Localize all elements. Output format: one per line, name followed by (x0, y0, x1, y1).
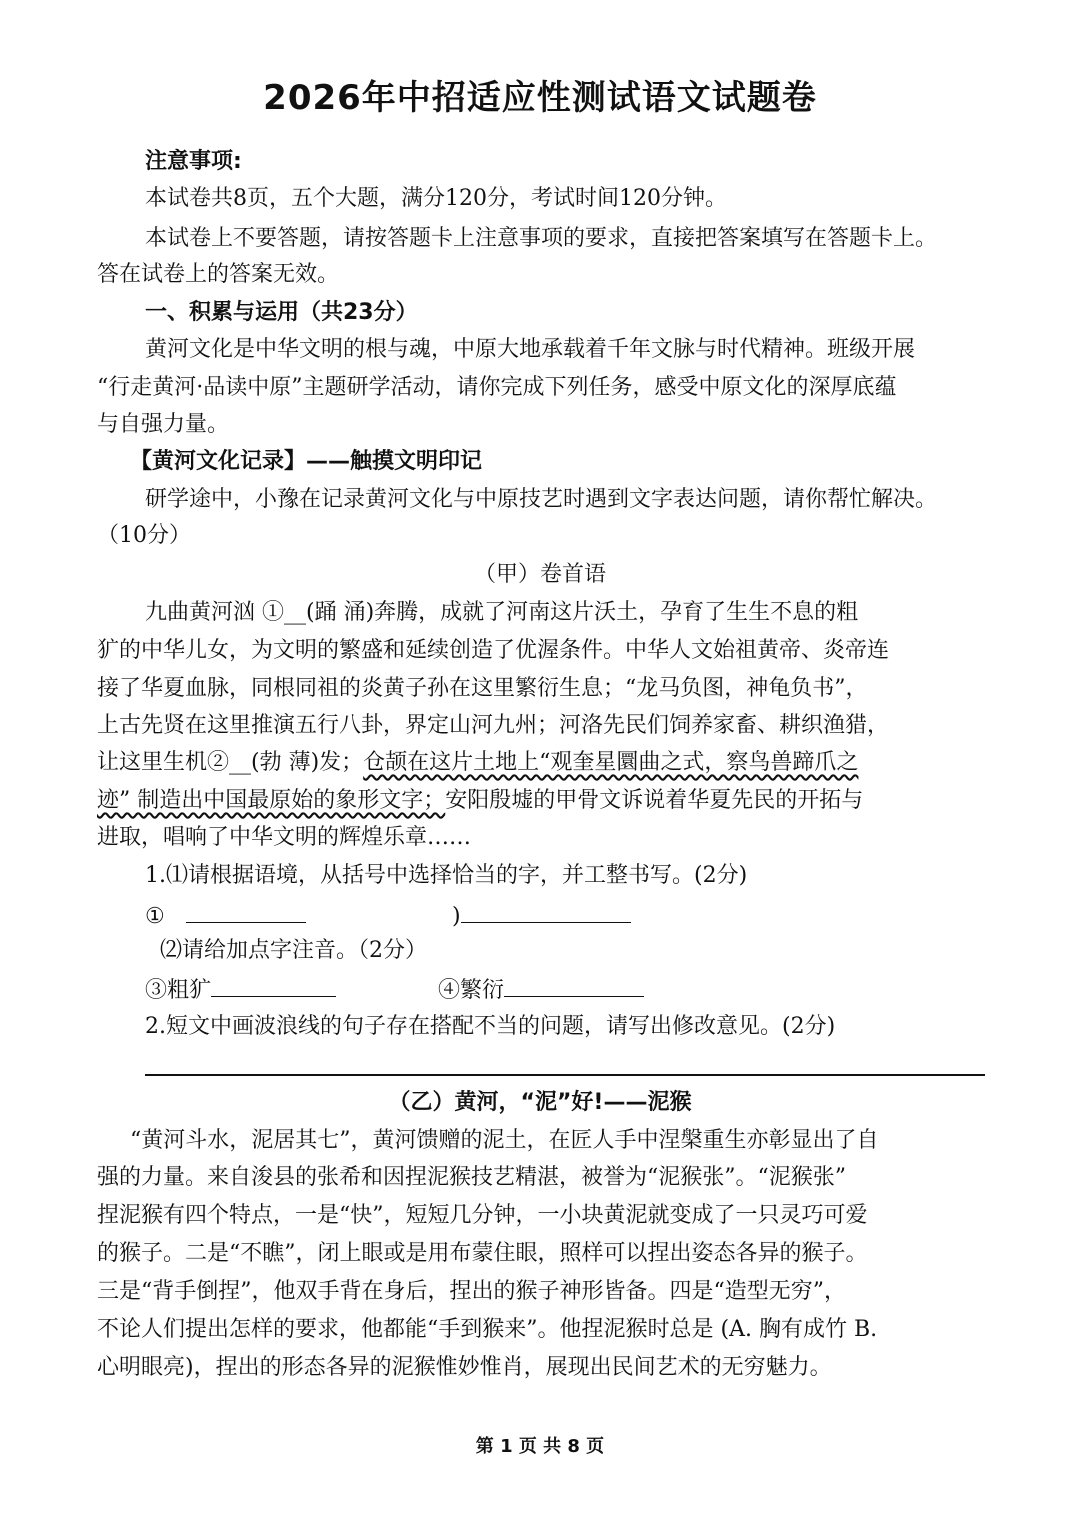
q1-blank-2-label: ) (452, 904, 461, 929)
notes-line-2: 本试卷上不要答题，请按答题卡上注意事项的要求，直接把答案填写在答题卡上。 (145, 226, 938, 251)
q1-blank-1-label: ① (145, 904, 165, 929)
notes-heading: 注意事项: (145, 149, 242, 174)
q1-blank-1-row (145, 900, 306, 932)
page-title: 2026年中招适应性测试语文试题卷 (263, 78, 817, 118)
q1-answer-blank-1[interactable] (186, 900, 306, 923)
wavy-sentence-part-2: 迹” 制造出中国最原始的象形文字； (97, 788, 446, 813)
q1-4-label: ④繁衍 (438, 978, 505, 1003)
passage-b-line-4: 的猴子。二是“不瞧”，闭上眼或是用布蒙住眼，照样可以捏出姿态各异的猴子。 (97, 1241, 868, 1266)
passage-b-line-1: “黄河斗水，泥居其七”，黄河馈赠的泥土，在匠人手中涅槃重生亦彰显出了自 (130, 1128, 879, 1153)
answer-line-q2[interactable] (145, 1074, 985, 1076)
passage-a-line-3: 接了华夏血脉，同根同祖的炎黄子孙在这里繁衍生息；“龙马负图，神龟负书”， (97, 676, 868, 701)
passage-a-line-7: 进取，唱响了中华文明的辉煌乐章…… (97, 825, 472, 850)
wavy-sentence-part-1: 仓颉在这片土地上“观奎星圜曲之式，察鸟兽蹄爪之 (363, 750, 859, 775)
passage-b-line-6: 不论人们提出怎样的要求，他都能“手到猴来”。他捏泥猴时总是 (A. 胸有成竹 B. (97, 1317, 878, 1342)
task-text-2: （10分） (97, 523, 191, 548)
q1-answer-blank-2[interactable] (461, 900, 631, 923)
q1-3-row (145, 974, 336, 1006)
passage-b-line-3: 捏泥猴有四个特点，一是“快”，短短几分钟，一小块黄泥就变成了一只灵巧可爱 (97, 1203, 868, 1228)
q1-3-label: ③粗犷 (145, 978, 212, 1003)
section1-intro-3: 与自强力量。 (97, 412, 230, 437)
task-heading: 【黄河文化记录】——触摸文明印记 (130, 449, 483, 474)
q1-4-row (438, 974, 644, 1006)
passage-a-line-5 (97, 748, 858, 778)
passage-b-line-2: 强的力量。来自浚县的张希和因捏泥猴技艺精湛，被誉为“泥猴张”。“泥猴张” (97, 1165, 846, 1190)
section1-intro-2: “行走黄河·品读中原”主题研学活动，请你完成下列任务，感受中原文化的深厚底蕴 (97, 375, 897, 400)
passage-a-line-5-a: 让这里生机②__(勃 薄)发； (97, 750, 364, 775)
passage-a-line-4: 上古先贤在这里推演五行八卦，界定山河九州；河洛先民们饲养家畜、耕织渔猎， (97, 713, 890, 738)
q1-answer-blank-3[interactable] (211, 974, 336, 997)
q1-answer-blank-4[interactable] (504, 974, 644, 997)
page-number: 第 1 页 共 8 页 (475, 1436, 605, 1457)
passage-b-line-7: 心明眼亮)，捏出的形态各异的泥猴惟妙惟肖，展现出民间艺术的无穷魅力。 (97, 1355, 832, 1380)
section1-heading: 一、积累与运用（共23分） (145, 300, 418, 325)
question-2: 2.短文中画波浪线的句子存在搭配不当的问题，请写出修改意见。(2分) (145, 1014, 836, 1039)
task-text-1: 研学途中，小豫在记录黄河文化与中原技艺时遇到文字表达问题，请你帮忙解决。 (145, 487, 938, 512)
passage-a-line-6-b: 安阳殷墟的甲骨文诉说着华夏先民的开拓与 (445, 788, 864, 813)
passage-a-line-2: 犷的中华儿女，为文明的繁盛和延续创造了优渥条件。中华人文始祖黄帝、炎帝连 (97, 638, 890, 663)
notes-line-3: 答在试卷上的答案无效。 (97, 262, 340, 287)
question-1: 1.⑴请根据语境，从括号中选择恰当的字，并工整书写。(2分) (145, 863, 748, 888)
notes-line-1: 本试卷共8页，五个大题，满分120分，考试时间120分钟。 (145, 186, 727, 211)
question-1-2: ⑵请给加点字注音。（2分） (160, 938, 427, 963)
passage-a-heading: （甲）卷首语 (473, 562, 606, 587)
q1-blank-2-row (452, 900, 631, 932)
section1-intro-1: 黄河文化是中华文明的根与魂，中原大地承载着千年文脉与时代精神。班级开展 (145, 337, 916, 362)
passage-a-line-6 (97, 786, 863, 816)
passage-b-line-5: 三是“背手倒捏”，他双手背在身后，捏出的猴子神形皆备。四是“造型无穷”， (97, 1279, 846, 1304)
passage-b-heading: （乙）黄河，“泥”好!——泥猴 (388, 1090, 692, 1115)
passage-a-line-1: 九曲黄河汹 ①__(踊 涌)奔腾，成就了河南这片沃土，孕育了生生不息的粗 (145, 600, 859, 625)
